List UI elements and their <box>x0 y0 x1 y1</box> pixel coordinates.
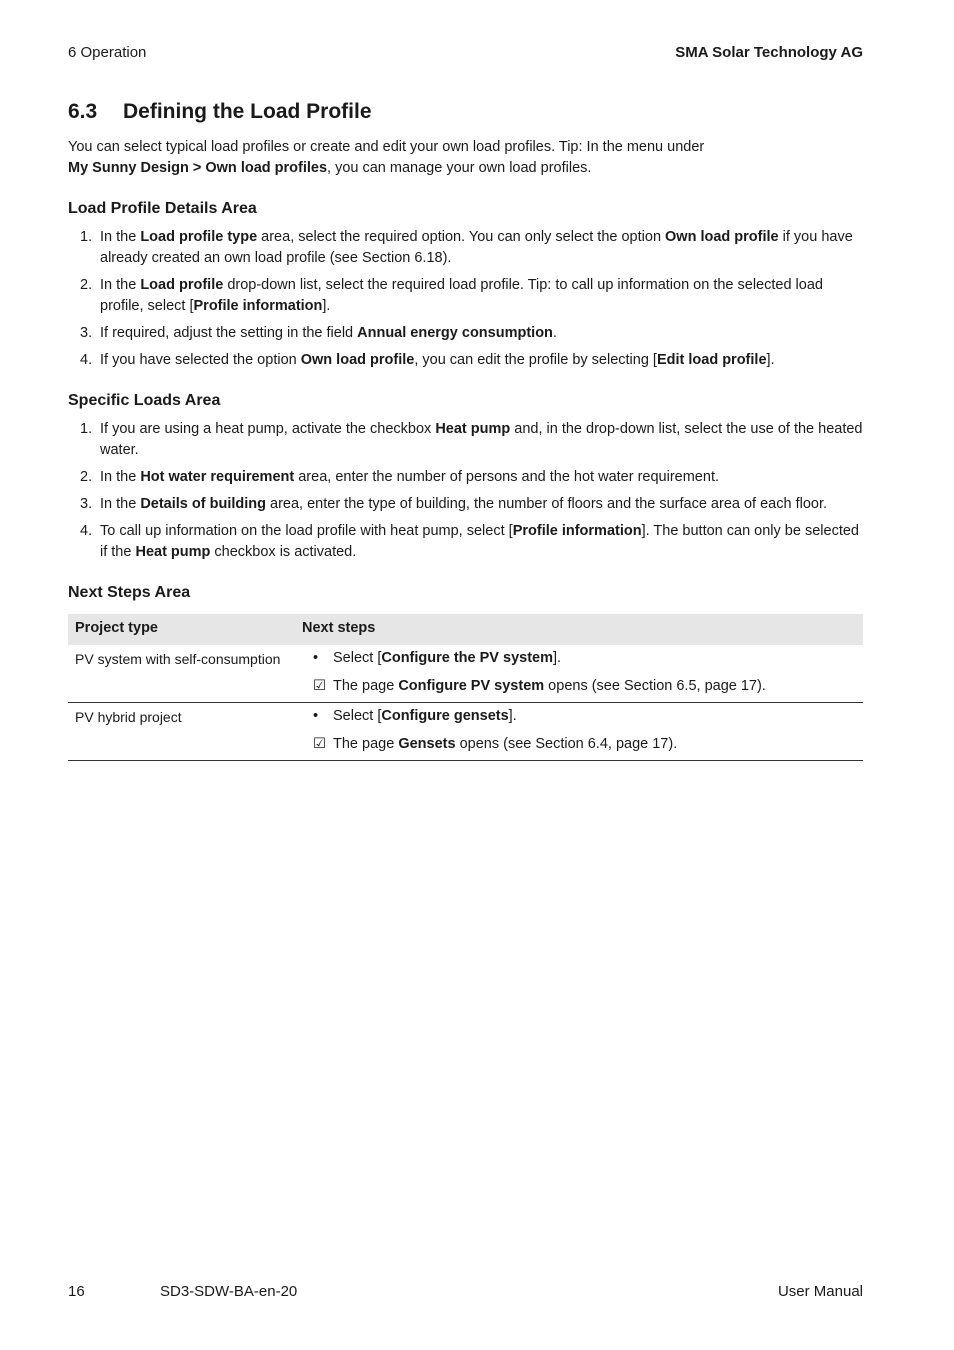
step-text: ]. <box>322 298 331 314</box>
step-item <box>68 419 863 461</box>
intro-menu-path: My Sunny Design > Own load profiles <box>68 160 328 176</box>
result-text: The page <box>333 736 399 752</box>
chapter-label: 6 Operation <box>68 44 147 61</box>
step-number: 1. <box>80 229 93 245</box>
step-number: 2. <box>80 277 93 293</box>
action-text: Select [ <box>333 650 382 666</box>
step-emphasis: Hot water requirement <box>140 469 295 485</box>
section-title-text: Defining the Load Profile <box>123 100 372 123</box>
step-text: checkbox is activated. <box>210 544 357 560</box>
result-text: opens (see Section 6.4, page 17). <box>455 736 678 752</box>
action-line <box>313 648 561 669</box>
step-item <box>68 350 863 371</box>
section-title <box>68 100 372 124</box>
step-item <box>68 227 863 269</box>
specific-loads-steps <box>68 419 863 569</box>
step-item <box>68 275 863 317</box>
action-text: ]. <box>508 708 517 724</box>
company-name: SMA Solar Technology AG <box>675 44 863 61</box>
load-profile-details-heading: Load Profile Details Area <box>68 200 257 217</box>
step-emphasis: Edit load profile <box>656 352 767 368</box>
intro-text-end: , you can manage your own load profiles. <box>327 160 592 176</box>
result-page-name: Gensets <box>398 736 456 752</box>
step-text: To call up information on the load profile with heat pump, select [ <box>100 523 513 539</box>
step-item <box>68 521 863 563</box>
section-number: 6.3 <box>68 100 98 123</box>
step-text: and, in the drop-down list, select the use of the heated water. <box>100 421 863 458</box>
step-text: if you have already created an own load profile (see Section 6.18). <box>100 229 853 266</box>
step-text: area, enter the type of building, the number of floors and the surface area of each floor. <box>265 496 828 512</box>
load-profile-details-steps <box>68 227 863 377</box>
step-text: In the <box>100 229 141 245</box>
next-steps-table <box>68 614 863 761</box>
result-page-name: Configure PV system <box>398 678 545 694</box>
column-header-next-steps: Next steps <box>302 620 376 636</box>
next-steps-heading: Next Steps Area <box>68 584 191 601</box>
bullet-icon: • <box>313 650 319 666</box>
step-number: 3. <box>80 325 93 341</box>
step-emphasis: Own load profile <box>300 352 415 368</box>
step-emphasis: Profile information <box>512 523 642 539</box>
specific-loads-heading: Specific Loads Area <box>68 392 221 409</box>
bullet-icon: • <box>313 708 319 724</box>
project-type-cell: PV hybrid project <box>75 709 182 725</box>
action-text: Select [ <box>333 708 382 724</box>
action-text: ]. <box>552 650 562 666</box>
checkmark-icon: ☑ <box>313 736 326 752</box>
step-text: If you have selected the option <box>100 352 301 368</box>
step-text: If you are using a heat pump, activate the checkbox <box>100 421 436 437</box>
action-line <box>313 706 517 727</box>
page-number: 16 <box>68 1283 85 1300</box>
step-item <box>68 467 863 488</box>
step-item <box>68 323 863 344</box>
step-text: area, select the required option. You can only select the option <box>257 229 666 245</box>
column-header-project-type: Project type <box>75 620 158 636</box>
step-emphasis: Own load profile <box>665 229 779 245</box>
step-text: In the <box>100 469 141 485</box>
step-emphasis: Load profile type <box>140 229 258 245</box>
step-emphasis: Profile information <box>193 298 323 314</box>
table-header <box>68 614 863 645</box>
step-number: 4. <box>80 523 93 539</box>
step-emphasis: Heat pump <box>135 544 211 560</box>
step-text: ]. The button can only be selected if the <box>100 523 859 560</box>
table-row <box>68 703 863 761</box>
checkmark-icon: ☑ <box>313 678 326 694</box>
action-button-label: Configure the PV system <box>381 650 553 666</box>
document-page <box>68 0 863 1350</box>
result-line <box>313 734 677 755</box>
document-id: SD3-SDW-BA-en-20 <box>160 1283 298 1300</box>
step-text: drop-down list, select the required load profile. Tip: to call up information on the selected load profile, select [ <box>100 277 823 314</box>
result-text: opens (see Section 6.5, page 17). <box>544 678 766 694</box>
step-text: ]. <box>766 352 775 368</box>
step-text: area, enter the number of persons and the hot water requirement. <box>294 469 719 485</box>
step-emphasis: Heat pump <box>435 421 511 437</box>
step-emphasis: Annual energy consumption <box>357 325 553 341</box>
step-number: 4. <box>80 352 93 368</box>
action-button-label: Configure gensets <box>381 708 509 724</box>
step-number: 1. <box>80 421 93 437</box>
step-text: . <box>552 325 557 341</box>
manual-label: User Manual <box>777 1283 863 1300</box>
step-text: , you can edit the profile by selecting [ <box>414 352 657 368</box>
step-emphasis: Load profile <box>140 277 224 293</box>
step-text: In the <box>100 496 141 512</box>
intro-paragraph <box>68 137 863 179</box>
result-line <box>313 676 766 697</box>
project-type-cell: PV system with self-consumption <box>75 651 281 667</box>
intro-text: You can select typical load profiles or create and edit your own load profiles. Tip: In the menu under <box>68 139 705 155</box>
result-text: The page <box>333 678 399 694</box>
step-number: 2. <box>80 469 93 485</box>
step-emphasis: Details of building <box>140 496 266 512</box>
step-text: If required, adjust the setting in the field <box>100 325 358 341</box>
step-item <box>68 494 863 515</box>
step-text: In the <box>100 277 141 293</box>
table-row <box>68 645 863 703</box>
step-number: 3. <box>80 496 93 512</box>
